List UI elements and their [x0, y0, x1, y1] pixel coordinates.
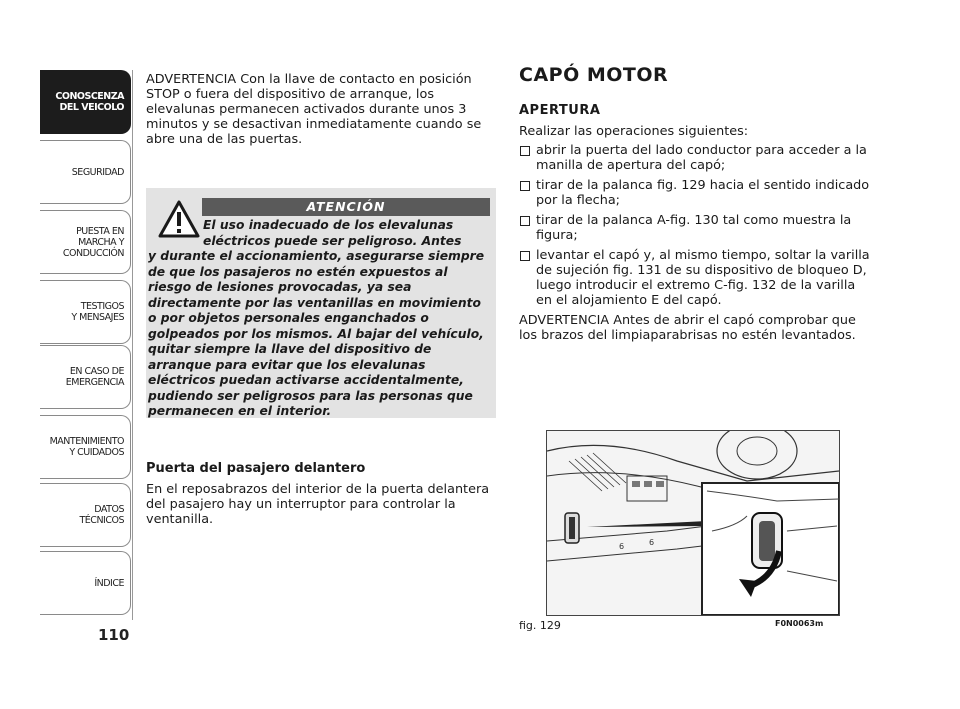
page-title: CAPÓ MOTOR	[519, 64, 669, 86]
list-item: tirar de la palanca fig. 129 hacia el sentido indicado por la flecha;	[519, 178, 874, 208]
advertencia-elevalunas: ADVERTENCIA Con la llave de contacto en posición STOP o fuera del dispositivo de arranque, los elevalunas permanecen activados durante unos 3 minutos y se desactivan inmediatamente cuando se abre una de las puertas.	[146, 72, 482, 147]
checkbox-bullet-icon	[520, 216, 530, 226]
warning-text	[148, 218, 493, 420]
figure-code: F0N0063m	[775, 619, 824, 628]
checkbox-bullet-icon	[520, 146, 530, 156]
section-text: En el reposabrazos del interior de la puerta delantera del pasajero hay un interruptor para controlar la ventanilla.	[146, 482, 490, 527]
page-rule	[132, 70, 133, 620]
warning-box	[146, 188, 496, 418]
figure-129	[546, 430, 840, 616]
list-item: abrir la puerta del lado conductor para acceder a la manilla de apertura del capó;	[519, 143, 874, 173]
tab-datos-tecnicos[interactable]: DATOS TÉCNICOS	[40, 483, 131, 547]
warning-title: ATENCIÓN	[202, 198, 490, 216]
tab-testigos[interactable]: TESTIGOS Y MENSAJES	[40, 280, 131, 344]
list-item: levantar el capó y, al mismo tiempo, soltar la varilla de sujeción fig. 131 de su dispositivo de bloqueo D, luego introducir el extremo C-fig. 132 de la varilla en el alojamiento E del capó.	[519, 248, 874, 308]
hood-section	[519, 64, 874, 347]
dashboard-lever-illustration	[547, 431, 839, 615]
passenger-door-section	[146, 461, 496, 527]
warning-text-first: El uso inadecuado de los elevalunas eléctricos puede ser peligroso. Antes	[203, 218, 462, 248]
svg-text:6: 6	[619, 542, 625, 551]
svg-text:6: 6	[649, 538, 655, 547]
intro: Realizar las operaciones siguientes:	[519, 124, 749, 139]
tab-mantenimiento[interactable]: MANTENIMIENTO Y CUIDADOS	[40, 415, 131, 479]
warning-text-rest: y durante el accionamiento, asegurarse siempre de que los pasajeros no estén expuestos al riesgo de lesiones provocadas, ya sea directamente por las ventanillas en movimiento o por objetos personales enganchados o golpeados por los mismos. Al bajar del vehículo, quitar siempre la llave del dispositivo de arranque para evitar que los elevalunas eléctricos puedan activarse accidentalmente, pudiendo ser peligrosos para las personas que permanecen en el interior.	[148, 249, 485, 418]
advertencia-capo: ADVERTENCIA Antes de abrir el capó comprobar que los brazos del limpiaparabrisas no estén levantados.	[519, 313, 856, 343]
page-number: 110	[98, 626, 130, 644]
steps-list	[519, 143, 874, 308]
tab-conoscenza[interactable]: CONOSCENZA DEL VEICOLO	[40, 70, 131, 134]
tab-emergencia[interactable]: EN CASO DE EMERGENCIA	[40, 345, 131, 409]
section-title: Puerta del pasajero delantero	[146, 461, 366, 476]
tab-seguridad[interactable]: SEGURIDAD	[40, 140, 131, 204]
subtitle: APERTURA	[519, 103, 601, 118]
list-item: tirar de la palanca A-fig. 130 tal como muestra la figura;	[519, 213, 874, 243]
figure-label: fig. 129	[519, 619, 561, 632]
checkbox-bullet-icon	[520, 251, 530, 261]
tab-puesta-en-marcha[interactable]: PUESTA EN MARCHA Y CONDUCCIÓN	[40, 210, 131, 274]
checkbox-bullet-icon	[520, 181, 530, 191]
tab-indice[interactable]: ÍNDICE	[40, 551, 131, 615]
